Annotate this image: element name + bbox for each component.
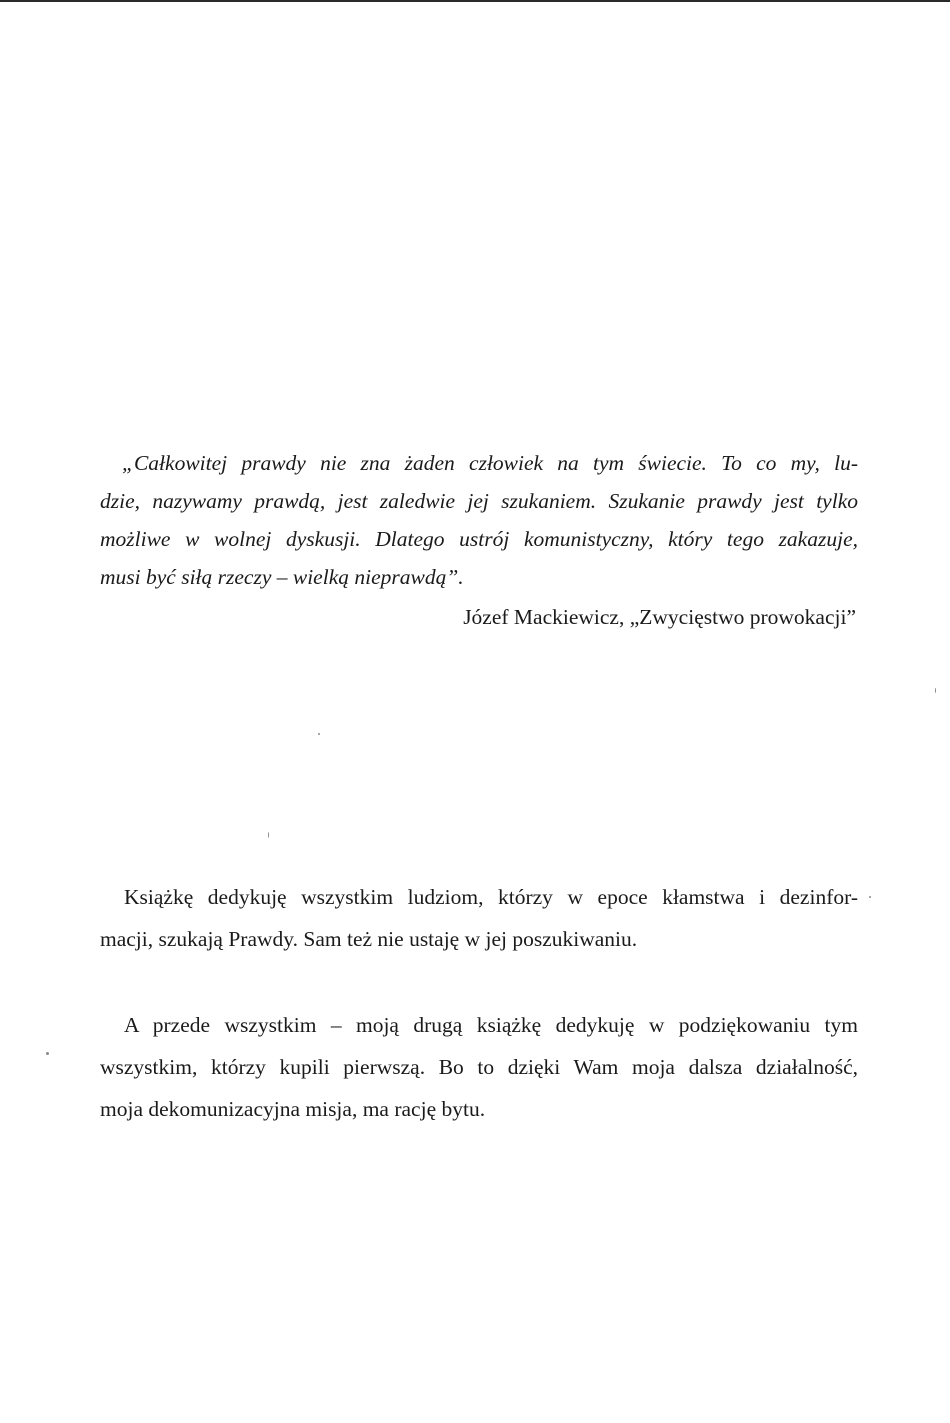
epigraph-line: musi być siłą rzeczy – wielką nieprawdą”. <box>100 565 464 589</box>
epigraph-line: „Całkowitej prawdy nie zna żaden człowiek na tym świecie. To co my, lu- <box>122 451 858 475</box>
dedication-paragraph-2 <box>100 1004 858 1130</box>
dedication-line: moja dekomunizacyjna misja, ma rację bytu. <box>100 1097 486 1121</box>
scan-speck <box>46 1052 49 1055</box>
scan-speck <box>318 733 320 735</box>
scan-speck <box>935 688 936 693</box>
scan-speck <box>869 896 871 898</box>
dedication-line: Książkę dedykuję wszystkim ludziom, którzy w epoce kłamstwa i dezinfor- <box>124 885 858 909</box>
epigraph-attribution: Józef Mackiewicz, „Zwycięstwo prowokacji” <box>463 605 856 629</box>
dedication-line: A przede wszystkim – moją drugą książkę dedykuję w podziękowaniu tym <box>124 1013 858 1037</box>
dedication-line: macji, szukają Prawdy. Sam też nie ustaję w jej poszukiwaniu. <box>100 927 638 951</box>
epigraph-quote <box>100 444 858 636</box>
scan-top-edge <box>0 0 950 2</box>
dedication-line: wszystkim, którzy kupili pierwszą. Bo to dzięki Wam moja dalsza działalność, <box>100 1055 858 1079</box>
epigraph-line: możliwe w wolnej dyskusji. Dlatego ustrój komunistyczny, który tego zakazuje, <box>100 527 858 551</box>
dedication-paragraph-1 <box>100 876 858 960</box>
epigraph-line: dzie, nazywamy prawdą, jest zaledwie jej szukaniem. Szukanie prawdy jest tylko <box>100 489 858 513</box>
scan-speck <box>268 832 269 838</box>
